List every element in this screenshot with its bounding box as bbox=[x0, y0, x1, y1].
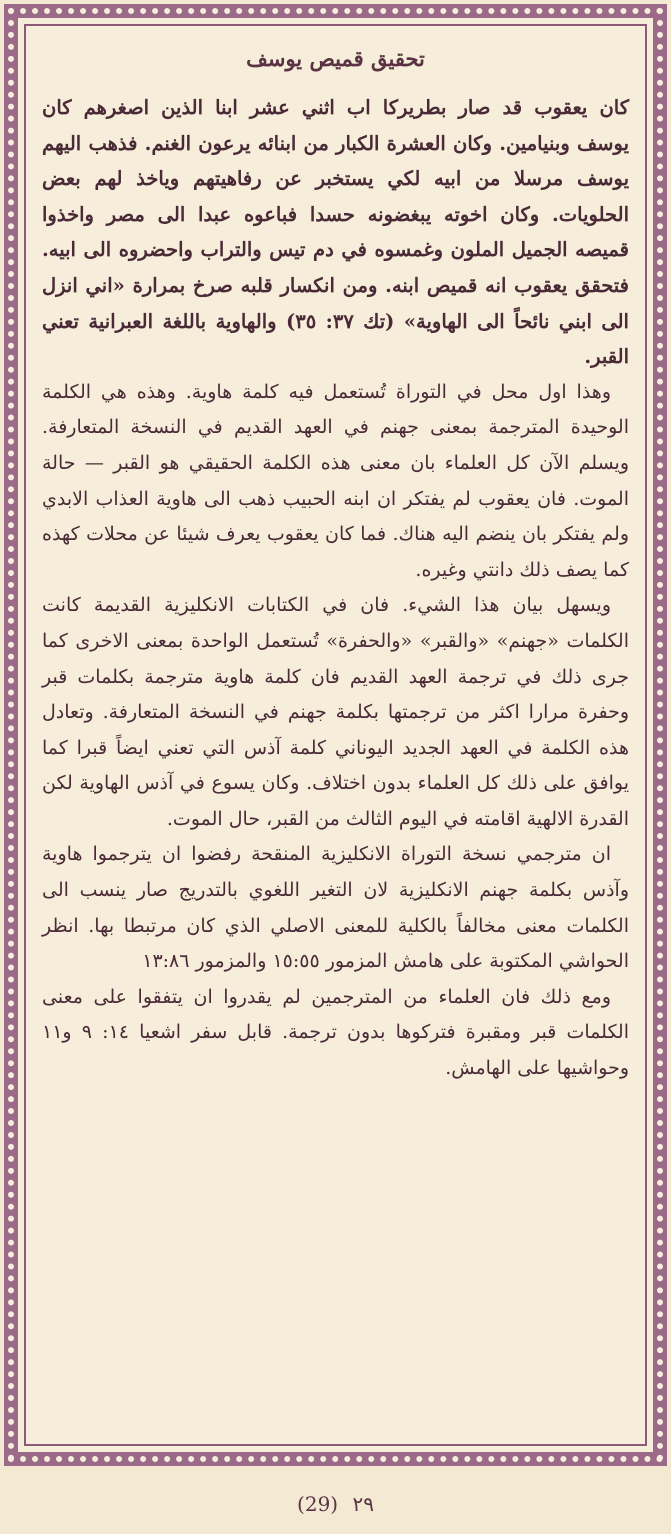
paragraph-5: ومع ذلك فان العلماء من المترجمين لم يقدروا ان يتفقوا على معنى الكلمات قبر ومقبرة فتركوها بدون ترجمة. قابل سفر اشعيا ١٤: ٩ و١١ وحواشيها على الهامش. bbox=[42, 985, 630, 1080]
text-body bbox=[42, 42, 629, 1434]
paragraph-1: كان يعقوب قد صار بطريركا اب اثني عشر ابنا الذين اصغرهم كان يوسف وبنيامين. وكان العشرة الكبار من ابنائه يرعون الغنم. فذهب اليهم يوسف مرسلا من ابيه لكي يستخبر عن رفاهيتهم وياخذ لهم بعض الحلويات. وكان اخوته يبغضونه حسدا فباعوه عبدا الى مصر واخذوا قميصه الجميل الملون وغمسوه في دم تيس والتراب واحضروه الى ابيه. فتحقق يعقوب انه قميص ابنه. ومن انكسار قلبه صرخ بمرارة «اني انزل الى ابني نائحاً الى الهاوية» (تك ٣٧: ٣٥) والهاوية باللغة العبرانية تعني القبر. bbox=[42, 96, 629, 369]
page-number bbox=[0, 1492, 671, 1516]
page-title: تحقيق قميص يوسف bbox=[246, 46, 425, 71]
page-number-latin: (29) bbox=[297, 1492, 339, 1516]
paragraph-4: ان مترجمي نسخة التوراة الانكليزية المنقحة رفضوا ان يترجموا هاوية وآذس بكلمة جهنم الانكليزية لان التغير اللغوي بالتدريج صار ينسب الى الكلمات معنى مخالفاً بالكلية للمعنى الاصلي الذي كان مرتبطا بها. انظر الحواشي المكتوبة على هامش المزمور ١٥:٥٥ والمزمور ١٣:٨٦ bbox=[42, 843, 629, 973]
paragraph-2: وهذا اول محل في التوراة تُستعمل فيه كلمة هاوية. وهذه هي الكلمة الوحيدة المترجمة بمعنى جهنم في العهد القديم في النسخة المتعارفة. ويسلم الآن كل العلماء بان معنى هذه الكلمة الحقيقي هو القبر — حالة الموت. فان يعقوب لم يفتكر ان ابنه الحبيب ذهب الى هاوية العذاب الابدي ولم يفتكر بان ينضم اليه هناك. فما كان يعقوب يعرف شيئا عن محلات كهذه كما يصف ذلك دانتي وغيره. bbox=[42, 380, 629, 581]
paragraph-3: ويسهل بيان هذا الشيء. فان في الكتابات الانكليزية القديمة كانت الكلمات «جهنم» «والقبر» «والحفرة» تُستعمل الواحدة بمعنى الاخرى كما جرى ذلك في ترجمة العهد القديم فان كلمة هاوية مترجمة بكلمات قبر وحفرة مرارا اكثر من ترجمتها بكلمة جهنم في النسخة المتعارفة. وتعادل هذه الكلمة في العهد الجديد اليوناني كلمة آذس التي تعني ايضاً قبرا كما يوافق على ذلك كل العلماء بدون اختلاف. وكان يسوع في آذس الهاوية لكن القدرة الالهية اقامته في اليوم الثالث من القبر، حال الموت. bbox=[42, 594, 629, 830]
ornamental-border bbox=[4, 4, 667, 1466]
page-number-arabic: ٢٩ bbox=[352, 1492, 374, 1516]
